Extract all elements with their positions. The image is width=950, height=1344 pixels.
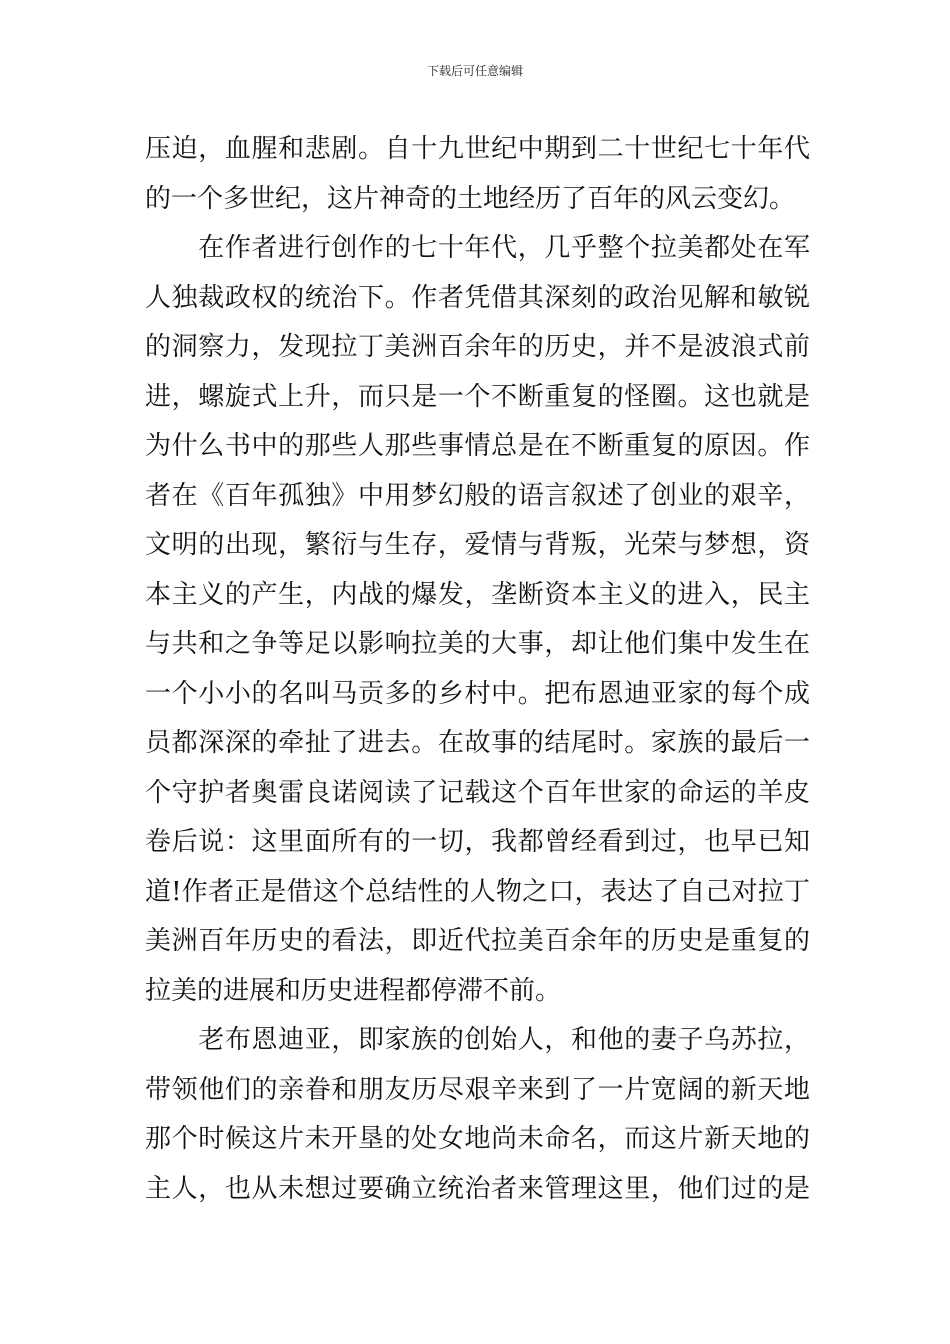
text-line: 人独裁政权的统治下。作者凭借其深刻的政治见解和敏锐 <box>145 282 810 313</box>
text-line: 为什么书中的那些人那些事情总是在不断重复的原因。作 <box>145 431 810 461</box>
page-header: 下载后可任意编辑 <box>426 64 523 78</box>
text-line: 与共和之争等足以影响拉美的大事，却让他们集中发生在 <box>145 629 810 659</box>
text-line: 的洞察力，发现拉丁美洲百余年的历史，并不是波浪式前 <box>145 332 810 362</box>
text-line: 压迫，血腥和悲剧。自十九世纪中期到二十世纪七十年代 <box>145 134 810 164</box>
paragraph-3 <box>145 1016 810 1214</box>
text-line: 文明的出现，繁衍与生存，爱情与背叛，光荣与梦想，资 <box>145 530 810 560</box>
text-line: 道!作者正是借这个总结性的人物之口，表达了自己对拉丁 <box>145 876 810 907</box>
text-line: 员都深深的牵扯了进去。在故事的结尾时。家族的最后一 <box>145 728 810 758</box>
paragraph-1 <box>145 125 810 224</box>
text-line: 主人，也从未想过要确立统治者来管理这里，他们过的是 <box>145 1173 810 1204</box>
text-line: 个守护者奥雷良诺阅读了记载这个百年世家的命运的羊皮 <box>145 777 810 808</box>
text-line: 者在《百年孤独》中用梦幻般的语言叙述了创业的艰辛， <box>145 480 810 511</box>
text-line: 拉美的进展和历史进程都停滞不前。 <box>145 975 562 1006</box>
body-text <box>145 125 810 1214</box>
text-line: 卷后说：这里面所有的一切，我都曾经看到过，也早已知 <box>145 827 810 857</box>
text-line: 本主义的产生，内战的爆发，垄断资本主义的进入，民主 <box>145 579 810 610</box>
text-line: 在作者进行创作的七十年代，几乎整个拉美都处在军 <box>145 233 810 263</box>
text-line: 带领他们的亲眷和朋友历尽艰辛来到了一片宽阔的新天地 <box>145 1074 810 1105</box>
text-line: 美洲百年历史的看法，即近代拉美百余年的历史是重复的 <box>145 926 810 956</box>
paragraph-2 <box>145 224 810 1016</box>
text-line: 进，螺旋式上升，而只是一个不断重复的怪圈。这也就是 <box>145 381 810 412</box>
text-line: 的一个多世纪，这片神奇的土地经历了百年的风云变幻。 <box>145 183 796 214</box>
text-line: 一个小小的名叫马贡多的乡村中。把布恩迪亚家的每个成 <box>145 678 810 709</box>
text-line: 那个时候这片未开垦的处女地尚未命名，而这片新天地的 <box>145 1124 810 1154</box>
text-line: 老布恩迪亚，即家族的创始人，和他的妻子乌苏拉， <box>145 1025 810 1055</box>
